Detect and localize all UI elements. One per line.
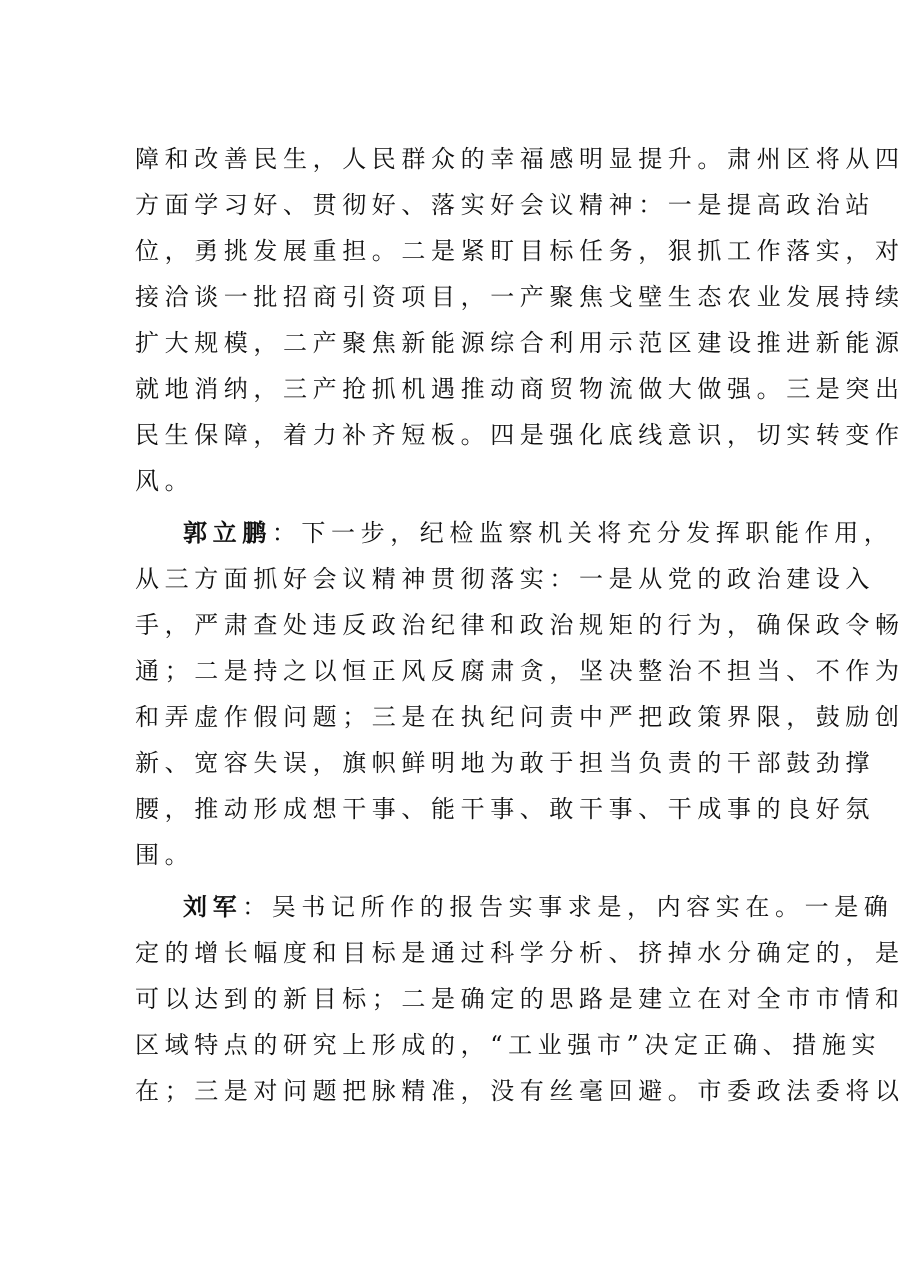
paragraph-2 xyxy=(135,510,905,878)
paragraph-line: 围。 xyxy=(135,841,195,869)
paragraph-line: 从三方面抓好会议精神贯彻落实：一是从党的政治建设入 xyxy=(135,565,875,593)
paragraph-line: 和弄虚作假问题；三是在执纪问责中严把政策界限，鼓励创 xyxy=(135,703,905,731)
paragraph-line: ：吴书记所作的报告实事求是，内容实在。一是确 xyxy=(242,893,894,921)
paragraph-line: 在；三是对问题把脉精准，没有丝毫回避。市委政法委将以 xyxy=(135,1077,905,1105)
paragraph-line: 新、宽容失误，旗帜鲜明地为敢于担当负责的干部鼓劲撑 xyxy=(135,749,875,777)
paragraph-line: 区域特点的研究上形成的，“工业强市”决定正确、措施实 xyxy=(135,1031,882,1059)
paragraph-line: 通；二是持之以恒正风反腐肃贪，坚决整治不担当、不作为 xyxy=(135,657,905,685)
paragraph-3 xyxy=(135,884,905,1114)
document-body xyxy=(135,136,905,1120)
paragraph-line: 位，勇挑发展重担。二是紧盯目标任务，狠抓工作落实，对 xyxy=(135,237,905,265)
paragraph-line: 就地消纳，三产抢抓机遇推动商贸物流做大做强。三是突出 xyxy=(135,375,905,403)
paragraph-line: 方面学习好、贯彻好、落实好会议精神：一是提高政治站 xyxy=(135,191,875,219)
paragraph-line: 障和改善民生，人民群众的幸福感明显提升。肃州区将从四 xyxy=(135,145,905,173)
paragraph-line: 接洽谈一批招商引资项目，一产聚焦戈壁生态农业发展持续 xyxy=(135,283,905,311)
paragraph-line: 风。 xyxy=(135,467,195,495)
paragraph-line: 民生保障，着力补齐短板。四是强化底线意识，切实转变作 xyxy=(135,421,905,449)
paragraph-first-line xyxy=(135,884,894,930)
paragraph-first-line xyxy=(135,510,894,556)
speaker-name: 郭立鹏 xyxy=(183,518,272,547)
paragraph-line: 手，严肃查处违反政治纪律和政治规矩的行为，确保政令畅 xyxy=(135,611,905,639)
paragraph-line: 扩大规模，二产聚焦新能源综合利用示范区建设推进新能源 xyxy=(135,329,905,357)
paragraph-line: 腰，推动形成想干事、能干事、敢干事、干成事的良好氛 xyxy=(135,795,875,823)
paragraph-line: ：下一步，纪检监察机关将充分发挥职能作用， xyxy=(271,519,894,547)
paragraph-line: 定的增长幅度和目标是通过科学分析、挤掉水分确定的，是 xyxy=(135,939,905,967)
paragraph-line: 可以达到的新目标；二是确定的思路是建立在对全市市情和 xyxy=(135,985,905,1013)
speaker-name: 刘军 xyxy=(183,892,243,921)
paragraph-1 xyxy=(135,136,905,504)
